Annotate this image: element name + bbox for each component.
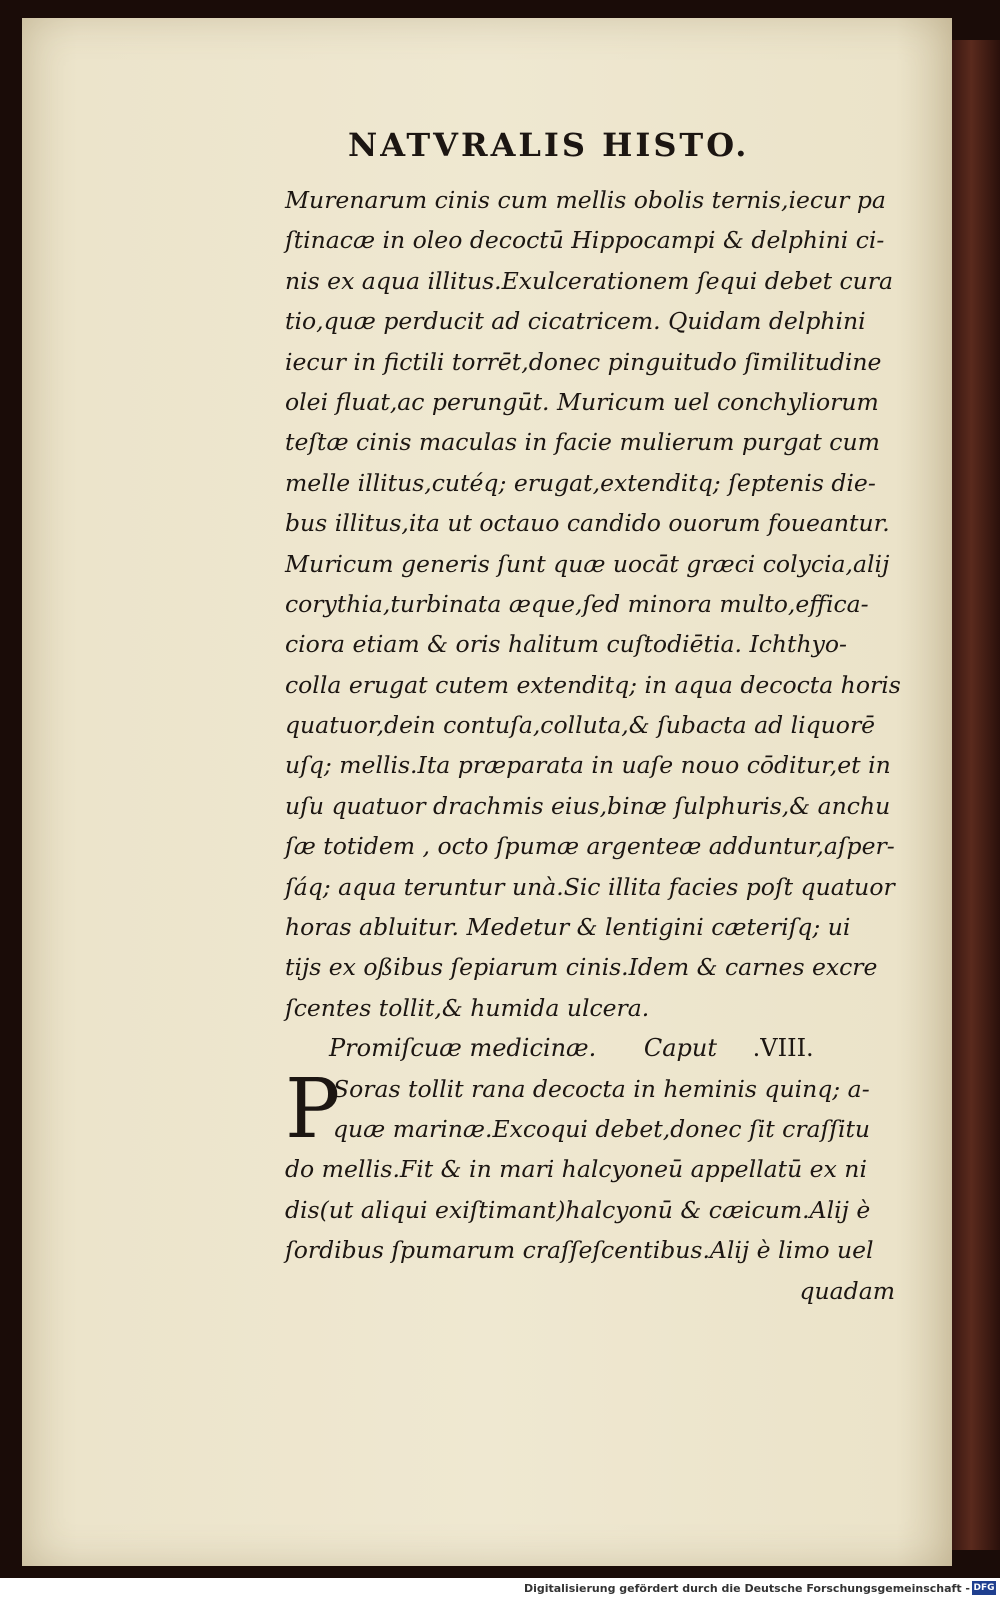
text-line: teſtæ cinis maculas in facie mulierum purgat cum bbox=[285, 428, 880, 457]
catchword: quadam bbox=[799, 1276, 895, 1305]
caput-label: Caput bbox=[643, 1034, 718, 1063]
text-line: ciora etiam & oris halitum cuſtodiētia. Ichthyo- bbox=[285, 630, 847, 659]
text-line: dis(ut aliqui exiſtimant)halcyonū & cæicum.Alij è bbox=[285, 1195, 871, 1224]
text-line: ſáq; aqua teruntur unà.Sic illita facies poſt quatuor bbox=[285, 872, 895, 901]
text-line: corythia,turbinata æque,ſed minora multo,effica- bbox=[285, 589, 869, 618]
text-line: ſæ totidem , octo ſpumæ argenteæ adduntur,aſper- bbox=[285, 832, 895, 861]
text-line: ſtinacæ in oleo decoctū Hippocampi & delphini ci- bbox=[285, 226, 885, 255]
text-line: ſcentes tollit,& humida ulcera. bbox=[285, 993, 650, 1022]
chapter-heading bbox=[285, 1028, 905, 1068]
text-line: nis ex aqua illitus.Exulcerationem ſequi debet cura bbox=[285, 266, 894, 295]
chapter-title: Promiſcuæ medicinæ. bbox=[329, 1034, 597, 1063]
text-line: tio,quæ perducit ad cicatricem. Quidam delphini bbox=[285, 307, 866, 336]
digitization-footer bbox=[0, 1578, 1000, 1600]
text-line: Muricum generis ſunt quæ uocāt græci colycia,alij bbox=[285, 549, 890, 578]
text-line: Soras tollit rana decocta in heminis quinq; a- bbox=[333, 1074, 870, 1103]
text-line: do mellis.Fit & in mari halcyoneū appellatū ex ni bbox=[285, 1155, 867, 1184]
book-edge bbox=[952, 40, 1000, 1550]
text-line: uſq; mellis.Ita præparata in uaſe nouo cōditur,et in bbox=[285, 751, 891, 780]
text-line: bus illitus,ita ut octauo candido ouorum foueantur. bbox=[285, 509, 890, 538]
text-line: Murenarum cinis cum mellis obolis ternis,iecur pa bbox=[285, 186, 886, 214]
drop-capital: P bbox=[285, 1061, 341, 1157]
text-line: iecur in fictili torrēt,donec pinguitudo ſimilitudine bbox=[285, 347, 882, 376]
chapter-body bbox=[285, 1061, 905, 1311]
text-line: quatuor,dein contuſa,colluta,& ſubacta ad liquorē bbox=[285, 711, 876, 740]
body-lines bbox=[285, 180, 905, 1028]
dropcap-lines bbox=[285, 1061, 905, 1157]
text-line: melle illitus,cutéq; erugat,extenditq; ſeptenis die- bbox=[285, 468, 876, 497]
dfg-logo: DFG bbox=[973, 1583, 995, 1593]
text-line: horas abluitur. Medetur & lentigini cæteriſq; ui bbox=[285, 913, 851, 942]
chapter-lines bbox=[285, 1149, 905, 1270]
running-head: NATVRALIS HISTO. bbox=[348, 126, 750, 164]
text-line: uſu quatuor drachmis eius,binæ ſulphuris,& anchu bbox=[285, 791, 891, 820]
caput-number: .VIII. bbox=[752, 1034, 814, 1063]
text-block bbox=[285, 180, 905, 1311]
text-line: tijs ex oßibus ſepiarum cinis.Idem & carnes excre bbox=[285, 953, 878, 982]
text-line: colla erugat cutem extenditq; in aqua decocta horis bbox=[285, 670, 901, 699]
text-line: quæ marinæ.Excoqui debet,donec ſit craſſitu bbox=[333, 1114, 871, 1143]
text-line: ſordibus ſpumarum craſſeſcentibus.Alij è limo uel bbox=[285, 1236, 874, 1265]
footer-credit: Digitalisierung gefördert durch die Deutsche Forschungsgemeinschaft - bbox=[523, 1582, 970, 1595]
text-line: olei fluat,ac perungūt. Muricum uel conchyliorum bbox=[285, 387, 879, 416]
